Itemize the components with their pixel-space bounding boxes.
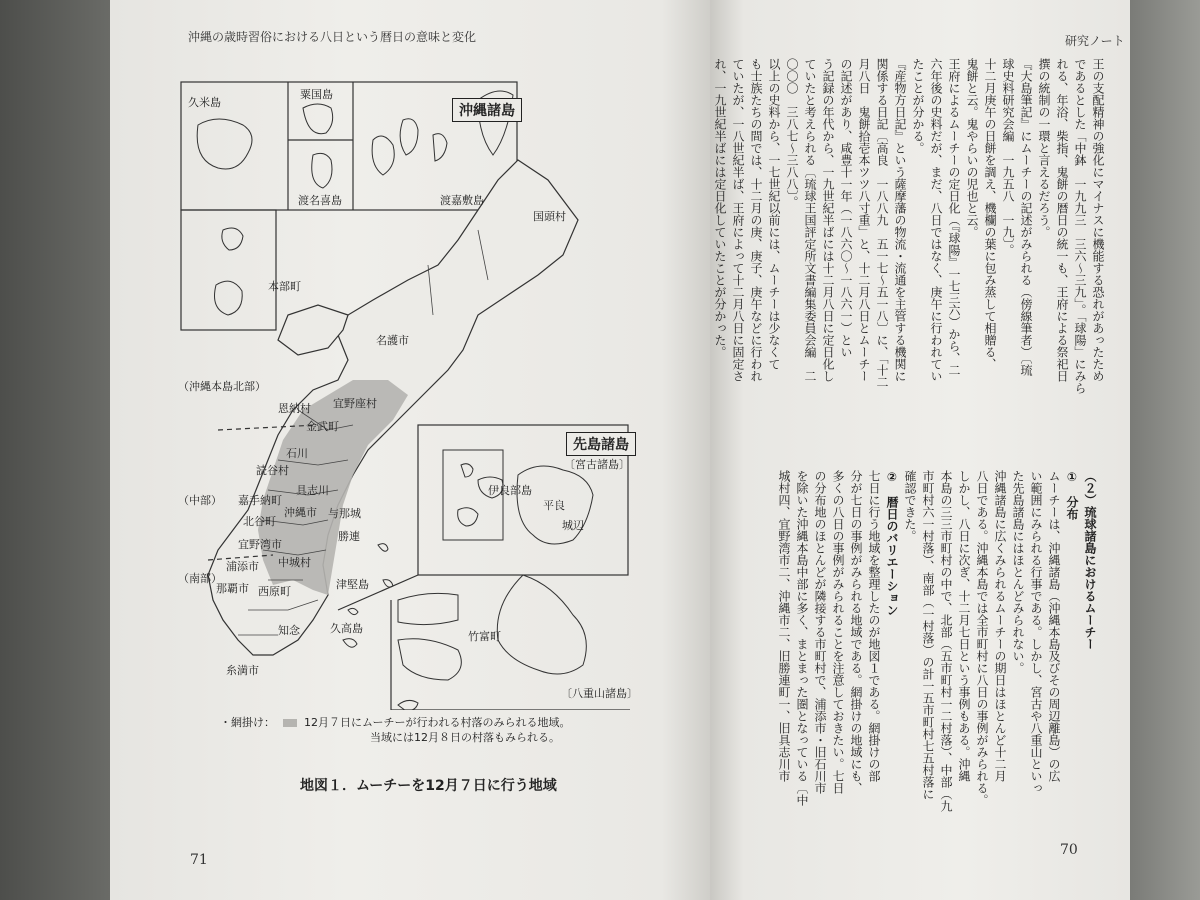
region-south: （南部） xyxy=(178,572,222,585)
place-nakagusuku: 中城村 xyxy=(278,556,311,569)
text-column: 『大島筆記』にムーチーの記述がみられる（傍線筆者）〔琉 xyxy=(1019,58,1033,376)
region-north: （沖縄本島北部） xyxy=(178,380,266,393)
text-column: 本島の三三市町村の中で、北部（五市町村一二村落）、中部（九 xyxy=(939,470,953,812)
text-column: の記述があり、咸豊十一年（一八六〇～一八六一）とい xyxy=(839,58,853,358)
text-column: 八日である。沖縄本島では全市町村に八日の事例がみられる。 xyxy=(975,470,989,806)
place-kadena: 嘉手納町 xyxy=(238,494,282,507)
place-hirara: 平良 xyxy=(543,499,565,512)
text-column: 七日に行う地域を整理したのが地図１である。網掛けの部 xyxy=(867,470,881,782)
place-gusukube: 城辺 xyxy=(562,519,584,532)
text-column: 球史料研究会編 一九五八 一九〕。 xyxy=(1001,58,1015,256)
place-kunigami: 国頭村 xyxy=(533,210,566,223)
legend-swatch xyxy=(283,719,297,727)
text-column: う記録の年代から、一九世紀半ばには十二月八日に定日化し xyxy=(821,58,835,382)
inset-title-sakishima: 先島諸島 xyxy=(566,432,636,456)
text-column: 分が七日の事例がみられる地域である。網掛けの地域にも、 xyxy=(849,470,863,794)
text-column: 『産物方日記』という薩摩藩の物流・流通を主管する機関に xyxy=(893,58,907,382)
left-page-number: 71 xyxy=(190,852,208,868)
text-column: ② 暦日のバリエーション xyxy=(885,470,899,616)
text-column: ていたが、一八世紀半ば、王府によって十二月八日に固定さ xyxy=(731,58,745,382)
text-column: 王の支配精神の強化にマイナスに機能する恐れがあったため xyxy=(1091,58,1105,382)
text-column: たことが分かる。 xyxy=(911,58,925,154)
background-left xyxy=(0,0,110,900)
text-column: 十二月庚午の日餅を調え、機欄の葉に包み蒸して相贈る、 xyxy=(983,58,997,370)
text-column: の分布地のほとんどが隣接する市町村で、浦添市・旧石川市 xyxy=(813,470,827,794)
place-nago: 名護市 xyxy=(376,334,409,347)
right-page xyxy=(710,0,1130,900)
place-nishihara: 西原町 xyxy=(258,585,291,598)
place-ishikawa: 石川 xyxy=(286,447,308,460)
text-column: も士族たちの間では、十二月の庚、庚子、庚午などに行われ xyxy=(749,58,763,382)
text-column: 月八日 鬼餅拾壱本ツツ八寸重」と、十二月八日とムーチー xyxy=(857,58,871,382)
right-running-head: 研究ノート xyxy=(1065,34,1125,48)
text-column: い範囲にみられる行事である。しかし、宮古や八重山といっ xyxy=(1029,470,1043,794)
figure-caption: 地図１．ムーチーを12月７日に行う地域 xyxy=(300,778,557,794)
place-kudaka: 久高島 xyxy=(330,622,363,635)
yaeyama-label: 〔八重山諸島〕 xyxy=(561,687,638,700)
text-column: しかし、八日に次ぎ、十二月七日という事例もある。沖縄 xyxy=(957,470,971,782)
place-taketomi: 竹富町 xyxy=(468,630,501,643)
text-column: た先島諸島にはほとんどみられない。 xyxy=(1011,470,1025,674)
place-gushikawa: 具志川 xyxy=(296,484,329,497)
text-column: 鬼餅と云。鬼やらいの児也と云。 xyxy=(965,58,979,238)
left-running-head: 沖縄の歳時習俗における八日という暦日の意味と変化 xyxy=(188,30,477,44)
text-column: （２）琉球諸島におけるムーチー xyxy=(1083,470,1097,650)
text-column: 多くの八日の事例がみられることを注意しておきたい。七日 xyxy=(831,470,845,794)
place-tsuken: 津堅島 xyxy=(336,578,369,591)
place-okinawa-city: 沖縄市 xyxy=(284,506,317,519)
text-column: れ、一九世紀半ばには定日化していたことが分かった。 xyxy=(713,58,727,358)
place-motobu: 本部町 xyxy=(268,280,301,293)
map xyxy=(178,80,638,710)
text-column: 確認できた。 xyxy=(903,470,917,542)
text-column: 以上の史料から、一七世紀以前には、ムーチーは少なくて xyxy=(767,58,781,370)
place-chatan: 北谷町 xyxy=(243,515,276,528)
text-column: 撰の統制の一環と言えるだろう。 xyxy=(1037,58,1051,238)
text-column: 市町村六一村落）、南部（一村落）の計一五市町村七五村落に xyxy=(921,470,935,800)
left-page xyxy=(110,0,710,900)
place-katsuren: 勝連 xyxy=(338,530,360,543)
legend-line-1: 12月７日にムーチーが行われる村落のみられる地域。 xyxy=(304,716,571,729)
right-page-number: 70 xyxy=(1060,842,1078,858)
miyako-label: 〔宮古諸島〕 xyxy=(564,458,630,471)
place-yomitan: 読谷村 xyxy=(256,464,289,477)
legend-marker: ・網掛け： xyxy=(220,716,275,729)
place-naha: 那覇市 xyxy=(216,582,249,595)
text-column: ムーチーは、沖縄諸島（沖縄本島及びその周辺離島）の広 xyxy=(1047,470,1061,782)
text-column: 六年後の史料だが、まだ、八日ではなく、庚午に行われてい xyxy=(929,58,943,382)
map-legend xyxy=(220,715,570,745)
place-yonashiro: 与那城 xyxy=(328,507,361,520)
text-column: れる、年浴、柴指、鬼餅の暦日の統一も、王府による祭祀日 xyxy=(1055,58,1069,382)
text-column: であるとした「中鉢 一九九三 三六～三九」。「球陽」にみら xyxy=(1073,58,1087,394)
legend-line-2: 当域には12月８日の村落もみられる。 xyxy=(370,731,560,744)
text-column: 〇〇〇 三八七～三八八〕。 xyxy=(785,58,799,208)
place-urasoe: 浦添市 xyxy=(226,560,259,573)
text-column: を除いた沖縄本島中部に多く、まとまった圏となっている〔中 xyxy=(795,470,809,806)
background-right xyxy=(1130,0,1200,900)
text-column: 関係する日記〔高良 一八八九 五一七～五一八〕に、「十二 xyxy=(875,58,889,388)
text-column: ① 分布 xyxy=(1065,470,1079,520)
place-irabu: 伊良部島 xyxy=(488,484,532,497)
text-column: ていたと考えられる〔琉球王国評定所文書編集委員会編 二 xyxy=(803,58,817,382)
text-column: 王府によるムーチーの定日化（『球陽』一七三六）から、二 xyxy=(947,58,961,376)
place-ginowan: 宜野湾市 xyxy=(238,538,282,551)
place-onna: 恩納村 xyxy=(278,402,311,415)
place-itoman: 糸満市 xyxy=(226,664,259,677)
place-awaguni: 粟国島 xyxy=(300,88,333,101)
text-column: 沖縄諸島に広くみられるムーチーの期日はほとんど十二月 xyxy=(993,470,1007,782)
place-tonaki: 渡名喜島 xyxy=(298,194,342,207)
map-drawing xyxy=(178,80,630,710)
place-kume: 久米島 xyxy=(188,96,221,109)
place-chinen: 知念 xyxy=(278,624,300,637)
region-central: （中部） xyxy=(178,494,222,507)
inset-title-okinawa: 沖縄諸島 xyxy=(452,98,522,122)
place-tokashiki: 渡嘉敷島 xyxy=(440,194,484,207)
place-kin: 金武町 xyxy=(306,420,339,433)
text-column: 城村四、宜野湾市二、沖縄市二、旧勝連町一、旧具志川市 xyxy=(777,470,791,782)
place-ginoza: 宜野座村 xyxy=(333,397,377,410)
